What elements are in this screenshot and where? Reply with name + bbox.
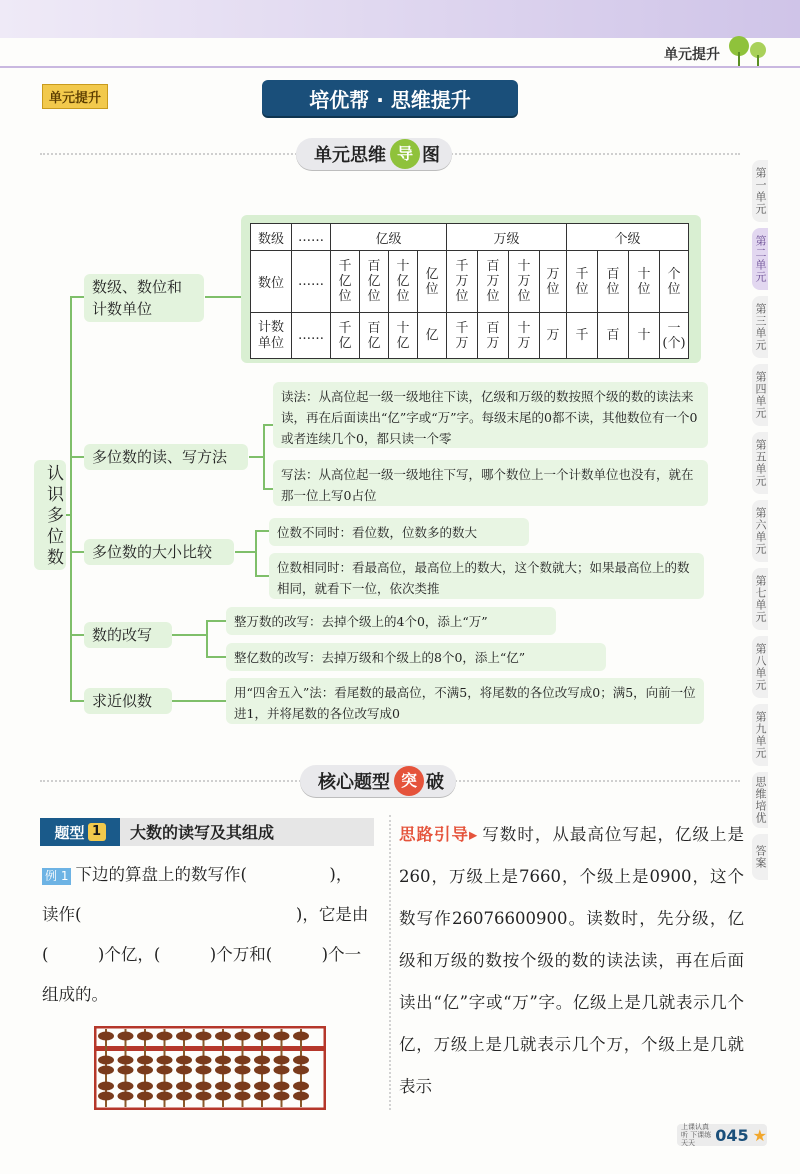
abacus-bead <box>254 1032 270 1041</box>
mindmap-root: 认识多位数 <box>34 460 66 570</box>
mindmap-connector <box>172 634 206 636</box>
table-place-cell: 百 位 <box>598 251 629 313</box>
abacus-bead <box>254 1092 270 1101</box>
abacus-bead <box>157 1082 173 1091</box>
mindmap-leaf-compare-same: 位数相同时：看最高位，最高位上的数大，这个数就大；如果最高位上的数相同，就看下一位，依次类推 <box>269 553 704 599</box>
mindmap-connector <box>263 424 273 426</box>
mindmap-connector <box>66 514 72 516</box>
mindmap-connector <box>70 551 84 553</box>
section-title-tail: 图 <box>422 145 440 166</box>
mindmap-branch-rewrite: 数的改写 <box>84 622 172 648</box>
abacus-bead <box>118 1082 134 1091</box>
abacus-bead <box>176 1092 192 1101</box>
mindmap-connector <box>255 530 257 576</box>
abacus-bead <box>98 1056 114 1065</box>
hint-label: 思路引导 <box>399 825 470 844</box>
abacus-bead <box>215 1056 231 1065</box>
arrow-icon: ▸ <box>469 825 478 844</box>
mindmap-branch-approx: 求近似数 <box>84 688 172 714</box>
abacus-bead <box>254 1082 270 1091</box>
side-tab[interactable]: 第七单元 <box>752 568 768 630</box>
mindmap-connector <box>263 424 265 490</box>
mindmap-connector <box>172 700 226 702</box>
table-ellipsis: …… <box>292 224 331 251</box>
abacus-bead <box>293 1066 309 1075</box>
abacus-bead <box>293 1032 309 1041</box>
section-title-badge: 导 <box>390 139 420 169</box>
question-type-label <box>40 818 120 846</box>
abacus-bead <box>274 1056 290 1065</box>
place-value-table <box>250 223 689 359</box>
table-group-wan: 万级 <box>447 224 567 251</box>
abacus-bead <box>176 1032 192 1041</box>
abacus-bead <box>176 1066 192 1075</box>
mindmap-connector <box>206 620 208 657</box>
side-tab[interactable]: 第六单元 <box>752 500 768 562</box>
abacus-bead <box>215 1066 231 1075</box>
abacus-image <box>94 1026 326 1110</box>
abacus-bead <box>235 1082 251 1091</box>
table-row-label: 数位 <box>251 251 292 313</box>
abacus-bead <box>254 1056 270 1065</box>
abacus-bead <box>274 1092 290 1101</box>
side-tab[interactable]: 第三单元 <box>752 296 768 358</box>
tree-icon <box>726 34 770 70</box>
mindmap-leaf-writing: 写法：从高位起一级一级地往下写，哪个数位上一个计数单位也没有，就在那一位上写0占位 <box>273 460 708 506</box>
table-row-label: 计数 单位 <box>251 313 292 359</box>
side-tab[interactable]: 第一单元 <box>752 160 768 222</box>
mindmap-connector <box>70 634 84 636</box>
mindmap-leaf-compare-diff: 位数不同时：看位数，位数多的数大 <box>269 518 529 546</box>
mindmap-connector <box>206 656 226 658</box>
side-tab[interactable]: 答案 <box>752 834 768 880</box>
table-unit-cell: 百 万 <box>478 313 509 359</box>
abacus-bead <box>196 1032 212 1041</box>
table-group-yi: 亿级 <box>331 224 447 251</box>
abacus-bead <box>118 1056 134 1065</box>
abacus-bead <box>215 1082 231 1091</box>
abacus-bead <box>98 1082 114 1091</box>
abacus-bead <box>235 1066 251 1075</box>
mindmap-connector <box>263 488 273 490</box>
table-unit-cell: 百 亿 <box>360 313 389 359</box>
mindmap-leaf-reading: 读法：从高位起一级一级地往下读，亿级和万级的数按照个级的数的读法来读，再在后面读出“亿”字或“万”字。每级末尾的0都不读，其他数位有一个0或者连续几个0，都只读一个零 <box>273 382 708 448</box>
abacus-bead <box>196 1092 212 1101</box>
abacus-bead <box>137 1066 153 1075</box>
table-unit-cell: 万 <box>540 313 567 359</box>
mindmap-connector <box>70 296 84 298</box>
abacus-bead <box>254 1066 270 1075</box>
mindmap-connector <box>249 456 263 458</box>
mindmap-trunk <box>70 296 72 700</box>
footer-slogan: 上课认真听 下课练天天 <box>681 1123 712 1147</box>
unit-side-tabs <box>752 160 800 886</box>
table-place-cell: 十 位 <box>629 251 660 313</box>
star-icon: ★ <box>752 1125 767 1145</box>
question-type-text: 题型 <box>54 823 85 842</box>
side-tab[interactable]: 第二单元 <box>752 228 768 290</box>
abacus-bead <box>274 1066 290 1075</box>
example-label: 例 1 <box>42 868 71 885</box>
section-title-text: 单元思维 <box>314 145 386 166</box>
abacus-bead <box>137 1056 153 1065</box>
abacus-bead <box>157 1092 173 1101</box>
abacus-bead <box>137 1082 153 1091</box>
page-title: 培优帮 · 思维提升 <box>262 80 518 116</box>
abacus-bead <box>137 1092 153 1101</box>
hint-paragraph <box>399 814 744 1108</box>
unit-tag: 单元提升 <box>42 84 108 109</box>
abacus-bead <box>293 1092 309 1101</box>
side-tab[interactable]: 第八单元 <box>752 636 768 698</box>
abacus-bead <box>118 1092 134 1101</box>
mindmap-branch-compare: 多位数的大小比较 <box>84 539 234 565</box>
mindmap-connector <box>70 700 84 702</box>
abacus-bead <box>98 1066 114 1075</box>
abacus-bead <box>157 1056 173 1065</box>
column-divider <box>389 815 391 1110</box>
table-group-ge: 个级 <box>567 224 689 251</box>
abacus-bead <box>235 1032 251 1041</box>
abacus-bead <box>274 1082 290 1091</box>
mindmap-connector <box>206 620 226 622</box>
table-place-cell: 十 亿 位 <box>389 251 418 313</box>
question-type-title: 大数的读写及其组成 <box>130 823 275 842</box>
page-number-badge <box>677 1124 767 1146</box>
table-place-cell: 百 万 位 <box>478 251 509 313</box>
table-place-cell: 个 位 <box>660 251 689 313</box>
abacus-bead <box>274 1032 290 1041</box>
mindmap-connector <box>235 551 255 553</box>
mindmap-leaf-rewrite-wan: 整万数的改写：去掉个级上的4个0，添上“万” <box>226 607 556 635</box>
table-place-cell: 千 亿 位 <box>331 251 360 313</box>
abacus-bead <box>157 1032 173 1041</box>
table-place-cell: 万 位 <box>540 251 567 313</box>
abacus-bead <box>235 1092 251 1101</box>
header-unit-label: 单元提升 <box>664 47 720 63</box>
example-line: 读作( )，它是由 <box>42 905 369 924</box>
table-ellipsis: …… <box>292 313 331 359</box>
table-place-cell: 千 位 <box>567 251 598 313</box>
section-title-core <box>300 765 456 797</box>
hint-text: 写数时，从最高位写起，亿级上是260，万级上是7660，个级上是0900，这个数写作26076600900。读数时，先分级，亿级和万级的数按个级的数的读法读，再在后面读出“亿”字或“万”字。亿级上是几就表示几个亿，万级上是几就表示几个万，个级上是几就表示 <box>399 825 745 1096</box>
table-unit-cell: 十 万 <box>509 313 540 359</box>
abacus-bead <box>157 1066 173 1075</box>
table-place-cell: 百 亿 位 <box>360 251 389 313</box>
table-place-cell: 十 万 位 <box>509 251 540 313</box>
side-tab[interactable]: 第九单元 <box>752 704 768 766</box>
section-title-text: 核心题型 <box>318 772 390 793</box>
abacus-bead <box>118 1032 134 1041</box>
abacus-bead <box>196 1082 212 1091</box>
table-ellipsis: …… <box>292 251 331 313</box>
abacus-bead <box>215 1032 231 1041</box>
page-number: 045 <box>715 1125 749 1145</box>
section-title-badge: 突 <box>394 766 424 796</box>
abacus-bead <box>176 1056 192 1065</box>
example-text: 下边的算盘上的数写作( )， <box>75 865 353 884</box>
table-unit-cell: 千 <box>567 313 598 359</box>
abacus-bead <box>215 1092 231 1101</box>
side-tab[interactable]: 第五单元 <box>752 432 768 494</box>
abacus-bead <box>176 1082 192 1091</box>
mindmap-connector <box>70 456 84 458</box>
section-title-mindmap <box>296 138 452 170</box>
top-color-band <box>0 0 800 38</box>
mindmap-connector <box>255 575 269 577</box>
abacus-bead <box>293 1056 309 1065</box>
question-type-number: 1 <box>88 823 106 841</box>
abacus-bead <box>293 1082 309 1091</box>
section-title-tail: 破 <box>426 772 444 793</box>
mindmap-connector <box>255 530 269 532</box>
side-tab[interactable]: 第四单元 <box>752 364 768 426</box>
abacus-bead <box>137 1032 153 1041</box>
example-line: 组成的。 <box>42 985 108 1004</box>
table-unit-cell: 一(个) <box>660 313 689 359</box>
table-unit-cell: 十 <box>629 313 660 359</box>
abacus-bead <box>118 1066 134 1075</box>
mindmap-branch-read-write: 多位数的读、写方法 <box>84 444 248 470</box>
header-divider <box>0 66 800 68</box>
table-unit-cell: 千 亿 <box>331 313 360 359</box>
abacus-bead <box>235 1056 251 1065</box>
side-tab[interactable]: 思维培优 <box>752 772 768 828</box>
table-unit-cell: 亿 <box>418 313 447 359</box>
table-place-cell: 千 万 位 <box>447 251 478 313</box>
mindmap-connector <box>205 296 241 298</box>
example-line <box>42 862 352 888</box>
abacus-bead <box>98 1092 114 1101</box>
mindmap-leaf-rewrite-yi: 整亿数的改写：去掉万级和个级上的8个0，添上“亿” <box>226 643 606 671</box>
example-line: ( )个亿，( )个万和( )个一 <box>42 945 362 964</box>
table-row-label: 数级 <box>251 224 292 251</box>
table-unit-cell: 千 万 <box>447 313 478 359</box>
mindmap-branch-places: 数级、数位和计数单位 <box>84 274 204 322</box>
abacus-bead <box>196 1066 212 1075</box>
table-unit-cell: 百 <box>598 313 629 359</box>
abacus-bead <box>98 1032 114 1041</box>
table-place-cell: 亿 位 <box>418 251 447 313</box>
mindmap-leaf-approx: 用“四舍五入”法：看尾数的最高位，不满5，将尾数的各位改写成0；满5，向前一位进1，并将尾数的各位改写成0 <box>226 678 704 724</box>
abacus-bead <box>196 1056 212 1065</box>
table-unit-cell: 十 亿 <box>389 313 418 359</box>
